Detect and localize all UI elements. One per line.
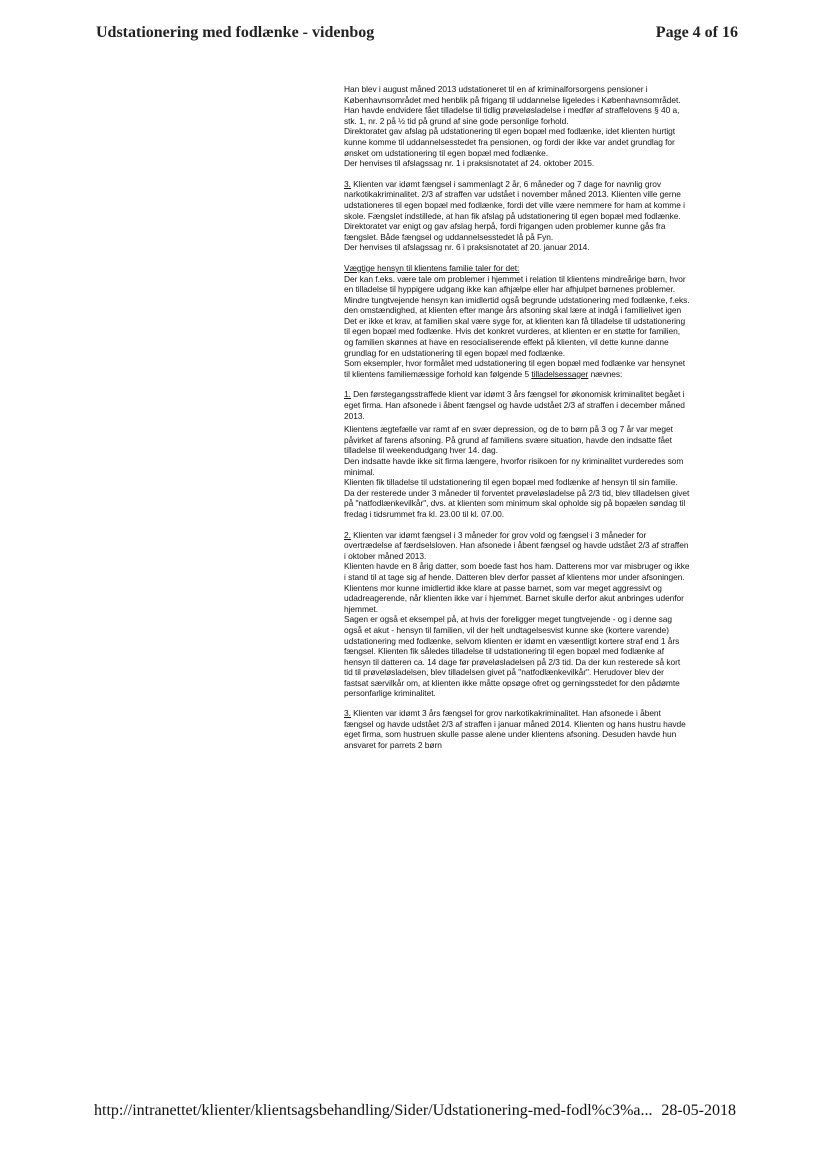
intro-paragraph: Han blev i august måned 2013 udstationeret til en af kriminalforsorgens pensioner i Københavnsområdet med henblik på frigang til uddannelse ligeledes i Københavnsområdet. Han havde endvidere fået tilladelse til tidlig prøveløsladelse i medfør af straffelovens § 40 a, stk. 1, nr. 2 på ½ tid på grund af sine gode personlige forhold.: [344, 84, 681, 126]
case-paragraph: Klienten havde en 8 årig datter, som boede fast hos ham. Datterens mor var misbruger og ikke i stand til at tage sig af hende. Datteren blev derfor passet af klientens mor under afsoningen. Klientens mor kunne imidlertid ikke klare at passe barnet, som var meget aggressivt og udadreagerende, når klienten ikke var i hjemmet. Barnet skulle derfor akut anbringes udenfor hjemmet.: [344, 561, 690, 614]
case-3-section: [344, 179, 690, 253]
source-url[interactable]: http://intranettet/klienter/klientsagsbehandling/Sider/Udstationering-med-fodl%c3%a...: [94, 1102, 653, 1119]
document-title: Udstationering med fodlænke - videnbog: [96, 24, 375, 41]
case-paragraph: Klientens ægtefælle var ramt af en svær depression, og de to børn på 3 og 7 år var meget påvirket af farens afsoning. På grund af familiens svære situation, havde den indsatte fået tilladelse til weekendudgang hver 14. dag.: [344, 424, 673, 456]
page-header: [96, 24, 738, 50]
family-case-2: [344, 530, 690, 700]
family-case-1: [344, 389, 690, 519]
examples-intro: Som eksempler, hvor formålet med udstationering til egen bopæl med fodlænke var hensynet til klientens familiemæssige forhold kan følgende 5 tilladelsessager nævnes:: [344, 358, 686, 379]
family-section: [344, 263, 690, 380]
print-date: 28-05-2018: [661, 1102, 736, 1119]
family-paragraph: Det er ikke et krav, at familien skal være syge for, at klienten kan få tilladelse til udstationering til egen bopæl med fodlænke. Hvis det konkret vurderes, at klienten er en støtte for familien, og familien skønnes at have en resocialiserende effekt på klienten, vil dette kunne danne grundlag for en udstationering til egen bopæl med fodlænke.: [344, 315, 686, 358]
document-body: [344, 84, 690, 750]
intro-reference: Der henvises til afslagssag nr. 1 i praksisnotatet af 24. oktober 2015.: [344, 158, 595, 169]
case-number: 3.: [344, 708, 351, 719]
case-reference: Der henvises til afslagssag nr. 6 i praksisnotatet af 20. januar 2014.: [344, 242, 590, 253]
case-number: 3.: [344, 178, 351, 189]
section-heading: Vægtige hensyn til klientens familie taler for det:: [344, 262, 520, 273]
case-paragraph: 3. Klienten var idømt fængsel i sammenlagt 2 år, 6 måneder og 7 dage for navnlig grov narkotikakriminalitet. 2/3 af straffen var udstået i november måned 2013. Klienten ville gerne udstationeres til egen bopæl med fodlænke, fordi det ville være nemmere for ham at komme i skole. Fængslet indstillede, at han fik afslag på udstationering til egen bopæl med fodlænke. Direktoratet var enigt og gav afslag herpå, fordi frigangen uden problemer kunne gås fra fængslet. Både fængsel og uddannelsesstedet lå på Fyn.: [344, 178, 685, 242]
case-paragraph: 1. Den førstegangsstraffede klient var idømt 3 års fængsel for økonomisk kriminalitet begået i eget firma. Han afsonede i åbent fængsel og havde udstået 2/3 af straffen i december måned 2013.: [344, 389, 685, 421]
intro-section: [344, 84, 690, 169]
family-paragraph: Mindre tungtvejende hensyn kan imidlertid også begrunde udstationering med fodlænke, f.eks. den omstændighed, at klienten efter mange års afsoning skal lære at indgå i familielivet igen: [344, 294, 690, 316]
case-paragraph: Klienten fik tilladelse til udstationering til egen bopæl med fodlænke af hensyn til sin familie. Da der resterede under 3 måneder til forventet prøveløsladelse på 2/3 tid, blev tilladelsen givet på "natfodlænkevilkår", dvs. at klienten som minimum skal opholde sig på bopælen søndag til fredag i tidsrummet fra kl. 23.00 til kl. 07.00.: [344, 477, 690, 519]
case-number: 1.: [344, 389, 351, 400]
case-paragraph: Den indsatte havde ikke sit firma længere, hvorfor risikoen for ny kriminalitet vurderedes som minimal.: [344, 456, 684, 477]
intro-paragraph: Direktoratet gav afslag på udstationering til egen bopæl med fodlænke, idet klienten hurtigt kunne komme til uddannelsesstedet fra pensionen, og fordi der ikke var andet grundlag for ønsket om udstationering til egen bopæl med fodlænke.: [344, 126, 676, 158]
case-paragraph: Sagen er også et eksempel på, at hvis der foreligger meget tungtvejende - og i denne sag også et akut - hensyn til familien, vil der helt undtagelsesvist kunne ske (kortere varende) udstationering med fodlænke, selvom klienten er idømt en væsentligt kortere straf end 1 års fængsel. Klienten fik således tilladelse til udstationering til egen bopæl med fodlænke af hensyn til datteren ca. 14 dage før prøveløsladelsen på 2/3 tid. Da der kun resterede så kort tid til prøveløsladelsen, blev tilladelsen givet på "natfodlænkevilkår". Herudover blev der fastsat særvilkår om, at klienten ikke måtte opsøge ofret og gerningsstedet for den pådømte personfarlige kriminalitet.: [344, 614, 681, 699]
tilladelsessager-link[interactable]: tilladelsessager: [531, 368, 589, 379]
page-number: Page 4 of 16: [655, 24, 738, 41]
case-paragraph: 3. Klienten var idømt 3 års fængsel for grov narkotikakriminalitet. Han afsonede i åbent fængsel og havde udstået 2/3 af straffen i januar måned 2014. Klienten og hans hustru havde eget firma, som hustruen skulle passe alene under klientens afsoning. Desuden havde hun ansvaret for parrets 2 børn: [344, 708, 686, 750]
case-paragraph: 2. Klienten var idømt fængsel i 3 måneder for grov vold og fængsel i 3 måneder for overtrædelse af færdselsloven. Han afsonede i åbent fængsel og havde udstået 2/3 af straffen i oktober måned 2013.: [344, 529, 689, 561]
family-paragraph: Der kan f.eks. være tale om problemer i hjemmet i relation til klientens mindreårige børn, hvor en tilladelse til hyppigere udgang ikke kan afhjælpe eller har afhjulpet børnenes problemer.: [344, 273, 686, 295]
case-number: 2.: [344, 529, 351, 540]
family-case-3: [344, 708, 690, 750]
